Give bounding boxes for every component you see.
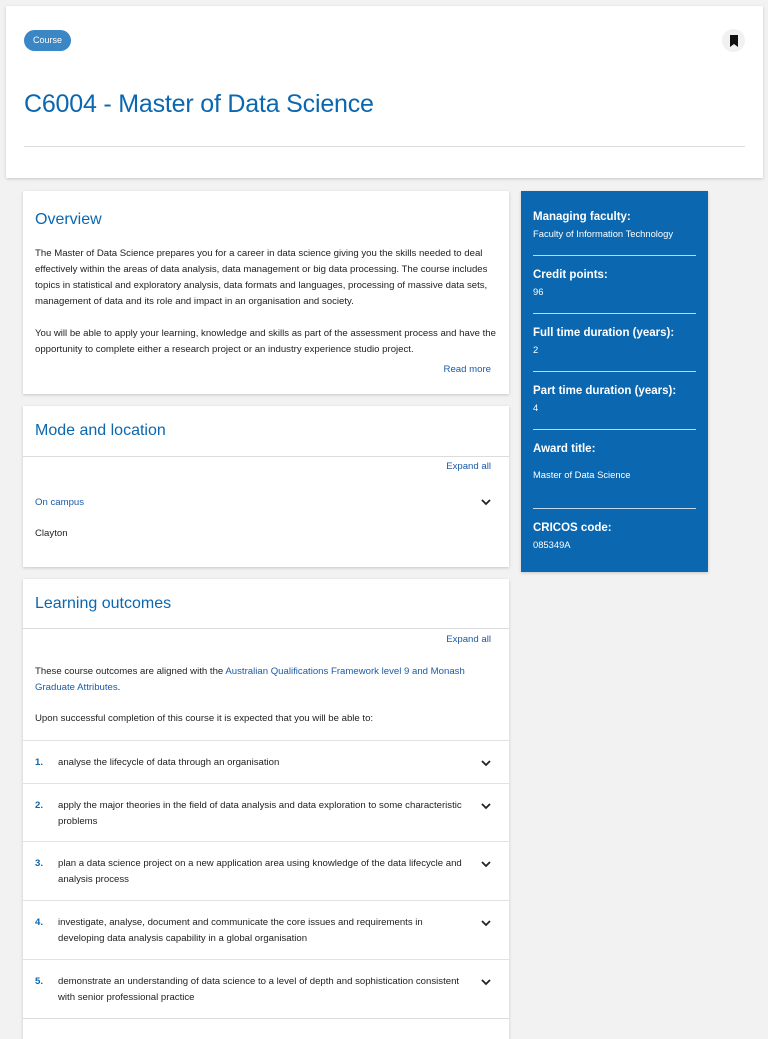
learning-intro-suffix: . (117, 682, 121, 693)
chevron-down-icon (479, 756, 493, 770)
page-title: C6004 - Master of Data Science (24, 90, 374, 118)
chevron-down-icon (479, 799, 493, 813)
outcome-item-2[interactable] (23, 783, 509, 841)
award-title-value: Master of Data Science (533, 469, 631, 480)
on-campus-label: On campus (35, 497, 85, 508)
outcome-number: 3. (35, 858, 44, 869)
managing-faculty-label: Managing faculty: (533, 211, 631, 223)
cricos-code (533, 522, 696, 550)
outcome-text: investigate, analyse, document and communicate the core issues and requirements in developing data analysis capability in a global organisation (58, 917, 423, 944)
part-time-duration (533, 385, 696, 413)
course-header (6, 6, 763, 178)
cricos-code-value: 085349A (533, 539, 571, 550)
outcome-number: 5. (35, 976, 44, 987)
aqf-link[interactable]: Australian Qualifications Framework level 9 and Monash Graduate Attributes (35, 666, 465, 693)
outcome-number: 2. (35, 800, 44, 811)
overview-card (23, 191, 509, 394)
outcome-text: apply the major theories in the field of data analysis and data exploration to some characteristic problems (58, 800, 462, 827)
full-time-duration (533, 327, 696, 355)
mode-expand-all-button[interactable]: Expand all (446, 461, 491, 472)
outcome-number: 4. (35, 917, 44, 928)
mode-location-title: Mode and location (35, 422, 166, 439)
credit-points-label: Credit points: (533, 269, 608, 281)
sidebar-divider (533, 313, 696, 314)
cricos-code-label: CRICOS code: (533, 522, 612, 534)
course-details-sidebar (521, 191, 708, 572)
learning-intro-prefix: These course outcomes are aligned with the (35, 666, 226, 677)
overview-title: Overview (35, 211, 102, 228)
course-badge: Course (24, 30, 71, 51)
learning-outcomes-card (23, 579, 509, 1039)
learning-expand-all-button[interactable]: Expand all (446, 634, 491, 645)
managing-faculty (533, 211, 696, 239)
credit-points-value: 96 (533, 286, 544, 297)
award-title-label: Award title: (533, 443, 596, 455)
outcome-number: 1. (35, 757, 44, 768)
mode-divider (23, 456, 509, 457)
overview-paragraph-1: The Master of Data Science prepares you for a career in data science giving you the skills needed to deal effectively within the areas of data analysis, data management or big data processing. The course includes topics in statistical and exploratory analysis, data formats and languages, processing of massive data sets, management of data and its role and impact in an organisation and society. (35, 248, 488, 307)
outcome-item-4[interactable] (23, 900, 509, 959)
sidebar-divider (533, 255, 696, 256)
outcome-text: demonstrate an understanding of data science to a level of depth and sophistication consistent with senior professional practice (58, 976, 460, 1003)
faculty-link[interactable]: Faculty of Information Technology (533, 228, 674, 239)
learning-intro (35, 664, 501, 696)
outcome-item-5[interactable] (23, 959, 509, 1018)
outcome-text: plan a data science project on a new application area using knowledge of the data lifecycle and analysis process (58, 858, 462, 885)
credit-points (533, 269, 696, 297)
campus-location: Clayton (35, 528, 68, 539)
part-time-label: Part time duration (years): (533, 385, 677, 397)
chevron-down-icon (479, 857, 493, 871)
part-time-value: 4 (533, 402, 539, 413)
read-more-link[interactable]: Read more (443, 364, 491, 375)
chevron-down-icon (479, 916, 493, 930)
outcome-list-end-divider (23, 1018, 509, 1019)
learning-outcomes-title: Learning outcomes (35, 595, 172, 612)
sidebar-divider (533, 429, 696, 430)
bookmark-button[interactable] (722, 29, 745, 52)
outcome-item-3[interactable] (23, 841, 509, 900)
learning-intro-2: Upon successful completion of this course it is expected that you will be able to: (35, 713, 374, 724)
header-divider (24, 146, 745, 147)
award-title (533, 443, 696, 480)
mode-location-card (23, 406, 509, 567)
overview-paragraph-2: You will be able to apply your learning, knowledge and skills as part of the assessment process and have the opportunity to complete either a research project or an industry experience studio project. (35, 328, 496, 355)
sidebar-divider (533, 508, 696, 509)
outcome-text: analyse the lifecycle of data through an organisation (58, 757, 280, 768)
sidebar-divider (533, 371, 696, 372)
full-time-value: 2 (533, 344, 539, 355)
chevron-down-icon (479, 975, 493, 989)
bookmark-icon (729, 35, 739, 47)
outcome-item-1[interactable] (23, 740, 509, 783)
full-time-label: Full time duration (years): (533, 327, 675, 339)
chevron-down-icon (479, 495, 493, 509)
learning-divider (23, 628, 509, 629)
